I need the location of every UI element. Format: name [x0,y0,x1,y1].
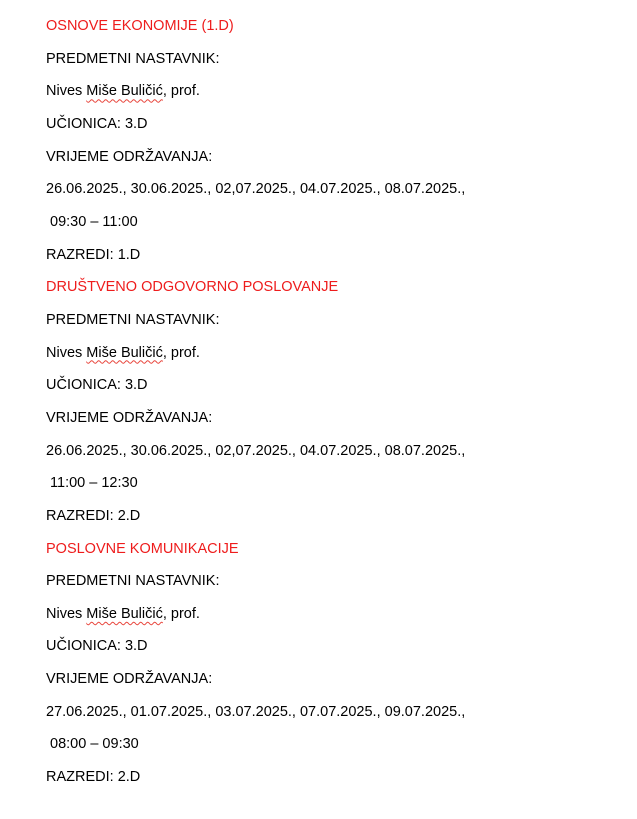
course-section-osnove-ekonomije [46,16,606,277]
classes: RAZREDI: 2.D [46,507,141,524]
dates: 26.06.2025., 30.06.2025., 02,07.2025., 04.07.2025., 08.07.2025., [46,181,466,198]
teacher-label: PREDMETNI NASTAVNIK: [46,50,220,67]
teacher-name [46,81,606,114]
teacher-name [46,343,606,376]
teacher-label: PREDMETNI NASTAVNIK: [46,573,220,590]
time-range: 08:00 – 09:30 [46,736,139,753]
dates: 27.06.2025., 01.07.2025., 03.07.2025., 07.07.2025., 09.07.2025., [46,703,466,720]
spellcheck-marked-text[interactable]: Miše Buličić [86,605,163,622]
time-label: VRIJEME ODRŽAVANJA: [46,671,213,688]
dates: 26.06.2025., 30.06.2025., 02,07.2025., 04.07.2025., 08.07.2025., [46,442,466,459]
teacher-first-name: Nives [46,605,87,622]
teacher-first-name: Nives [46,83,87,100]
course-section-drustveno-odgovorno-poslovanje [46,277,606,538]
course-title: POSLOVNE KOMUNIKACIJE [46,540,239,557]
time-label: VRIJEME ODRŽAVANJA: [46,409,213,426]
spellcheck-marked-text[interactable]: Miše Buličić [86,344,163,361]
spellcheck-marked-text[interactable]: Miše Buličić [86,83,163,100]
time-range: 11:00 – 12:30 [46,475,138,492]
classroom: UČIONICA: 3.D [46,638,148,655]
teacher-label: PREDMETNI NASTAVNIK: [46,311,220,328]
classroom: UČIONICA: 3.D [46,115,148,132]
classes: RAZREDI: 2.D [46,769,141,786]
course-section-poslovne-komunikacije [46,539,606,800]
time-label: VRIJEME ODRŽAVANJA: [46,148,213,165]
teacher-first-name: Nives [46,344,87,361]
teacher-name [46,604,606,637]
document-page [46,16,606,800]
classes: RAZREDI: 1.D [46,246,141,263]
teacher-title-suffix: , prof. [162,344,200,361]
course-title: DRUŠTVENO ODGOVORNO POSLOVANJE [46,279,339,296]
classroom: UČIONICA: 3.D [46,377,148,394]
teacher-title-suffix: , prof. [162,605,200,622]
teacher-title-suffix: , prof. [162,83,200,100]
course-title: OSNOVE EKONOMIJE (1.D) [46,18,234,34]
time-range: 09:30 – 11:00 [46,213,138,230]
